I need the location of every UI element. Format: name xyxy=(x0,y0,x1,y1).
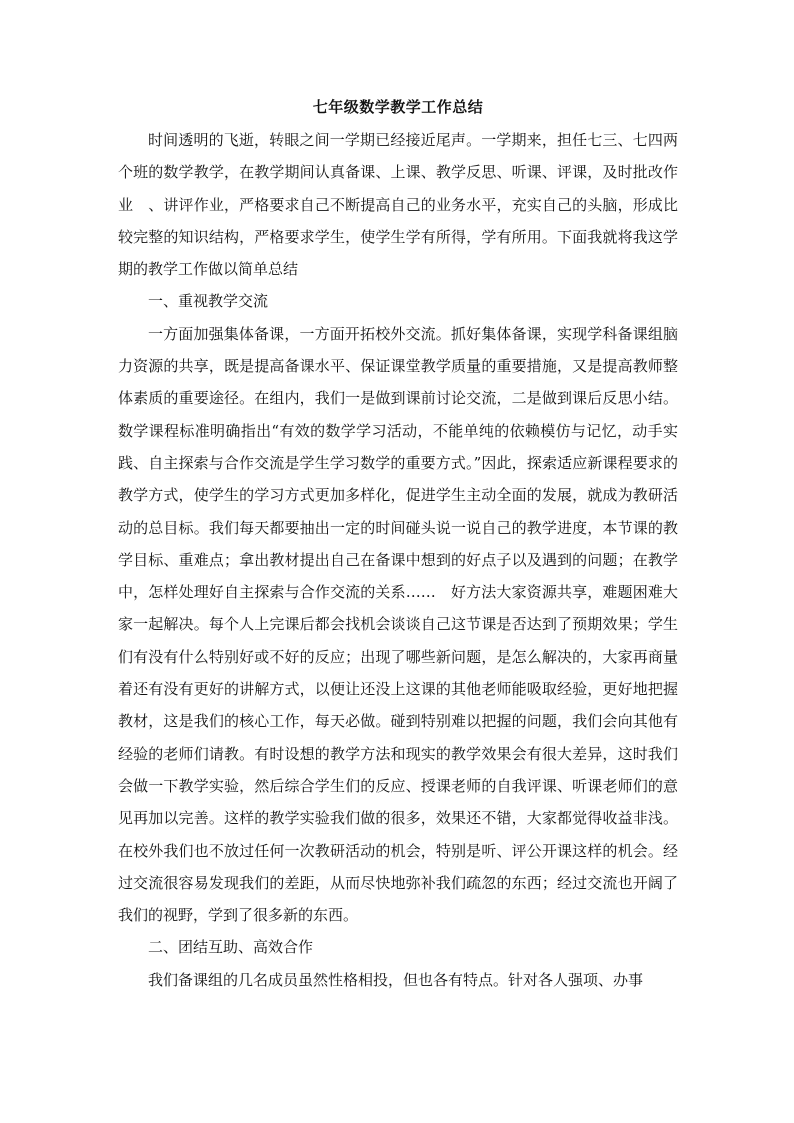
section-heading-2: 二、团结互助、高效合作 xyxy=(148,938,314,957)
document-title: 七年级数学教学工作总结 xyxy=(312,98,484,116)
section-1-paragraph: 一方面加强集体备课，一方面开拓校外交流。抓好集体备课，实现学科备课组脑力资源的共享，既是提高备课水平、保证课堂教学质量的重要措施，又是提高教师整体素质的重要途径。在组内，我们一是做到课前讨论交流，二是做到课后反思小结。数学课程标准明确指出“有效的数学学习活动，不能单纯的依赖模仿与记忆，动手实践、自主探索与合作交流是学生学习数学的重要方式。”因此，探索适应新课程要求的教学方式，使学生的学习方式更加多样化，促进学生主动全面的发展，就成为教研活动的总目标。我们每天都要抽出一定的时间碰头说一说自己的教学进度，本节课的教学目标、重难点；拿出教材提出自己在备课中想到的好点子以及遇到的问题；在教学中，怎样处理好自主探索与合作交流的关系…… 好方法大家资源共享，难题困难大家一起解决。每个人上完课后都会找机会谈谈自己这节课是否达到了预期效果；学生们有没有什么特别好或不好的反应；出现了哪些新问题，是怎么解决的，大家再商量着还有没有更好的讲解方式，以便让还没上这课的其他老师能吸取经验，更好地把握教材，这是我们的核心工作，每天必做。碰到特别难以把握的问题，我们会向其他有经验的老师们请教。有时设想的教学方法和现实的教学效果会有很大差异，这时我们会做一下教学实验，然后综合学生们的反应、授课老师的自我评课、听课老师们的意见再加以完善。这样的教学实验我们做的很多，效果还不错，大家都觉得收益非浅。在校外我们也不放过任何一次教研活动的机会，特别是听、评公开课这样的机会。经过交流很容易发现我们的差距，从而尽快地弥补我们疏忽的东西；经过交流也开阔了我们的视野，学到了很多新的东西。 xyxy=(118,324,678,925)
document-page xyxy=(118,96,678,996)
section-heading-1: 一、重视教学交流 xyxy=(148,292,269,311)
section-2-paragraph: 我们备课组的几名成员虽然性格相投，但也各有特点。针对各人强项、办事 xyxy=(148,970,644,989)
intro-paragraph: 时间透明的飞逝，转眼之间一学期已经接近尾声。一学期来，担任七三、七四两个班的数学教学，在教学期间认真备课、上课、教学反思、听课、评课，及时批改作业 、讲评作业，严格要求自己不断提高自己的业务水平，充实自己的头脑，形成比较完整的知识结构，严格要求学生，使学生学有所得，学有所用。下面我就将我这学期的教学工作做以简单总结 xyxy=(118,131,678,279)
